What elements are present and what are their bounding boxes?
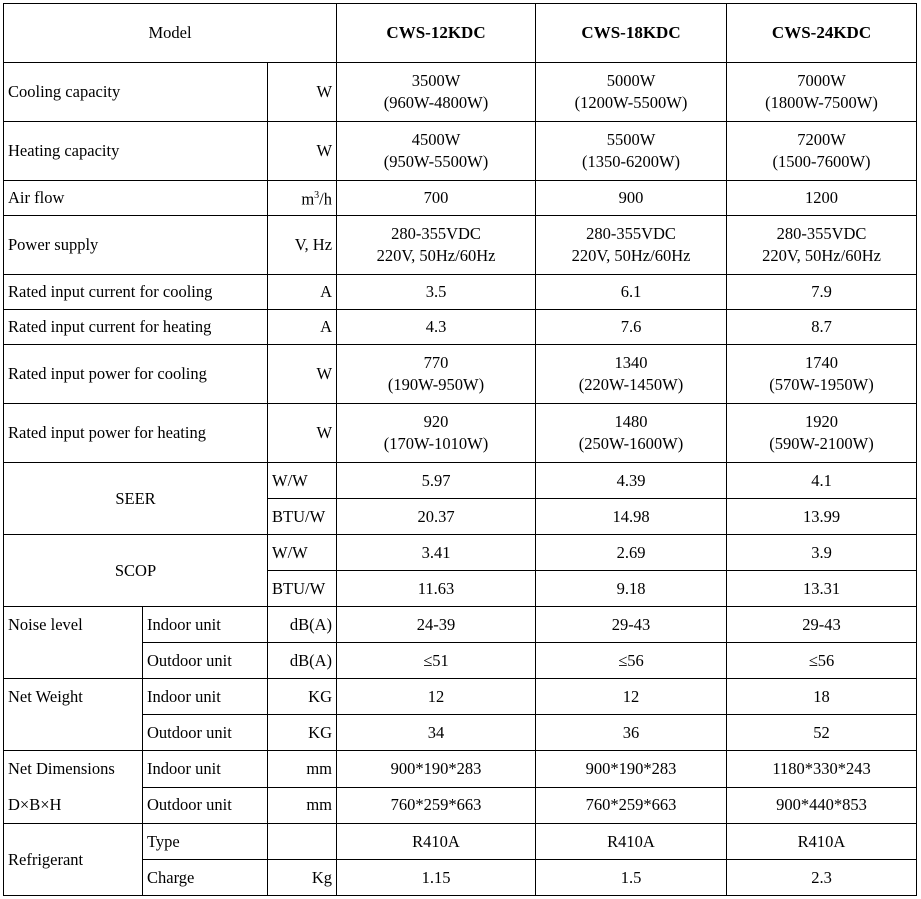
unit-cell: W (268, 122, 337, 181)
value-cell: 920 (170W-1010W) (337, 404, 536, 463)
value-cell: 13.99 (727, 499, 917, 535)
value-cell: 280-355VDC 220V, 50Hz/60Hz (337, 216, 536, 275)
unit-cell: mm (268, 751, 337, 788)
row-label: Power supply (4, 216, 268, 275)
value-cell: 4.39 (536, 463, 727, 499)
row-label: Cooling capacity (4, 63, 268, 122)
table-row (4, 751, 917, 788)
model-name: CWS-12KDC (337, 4, 536, 63)
value-cell: 5.97 (337, 463, 536, 499)
value-cell: 18 (727, 679, 917, 715)
part-cell: Indoor unit (143, 751, 268, 788)
value-cell: 12 (536, 679, 727, 715)
model-name: CWS-24KDC (727, 4, 917, 63)
table-row (4, 535, 917, 571)
unit-cell: BTU/W (268, 499, 337, 535)
value-cell: 4500W (950W-5500W) (337, 122, 536, 181)
value-cell: 7.9 (727, 275, 917, 310)
unit-cell: V, Hz (268, 216, 337, 275)
value-cell: 4.1 (727, 463, 917, 499)
row-label: Heating capacity (4, 122, 268, 181)
value-cell: R410A (727, 824, 917, 860)
value-cell: 770 (190W-950W) (337, 345, 536, 404)
row-label: SEER (4, 463, 268, 535)
spec-table (3, 3, 917, 896)
unit-cell: BTU/W (268, 571, 337, 607)
value-cell: 5500W (1350-6200W) (536, 122, 727, 181)
row-label: Refrigerant (4, 824, 143, 896)
value-cell: 4.3 (337, 310, 536, 345)
row-label: Net Weight (4, 679, 143, 751)
value-cell: R410A (337, 824, 536, 860)
table-row (4, 404, 917, 463)
value-cell: 3.9 (727, 535, 917, 571)
table-row (4, 824, 917, 860)
unit-cell (268, 824, 337, 860)
unit-cell: W (268, 404, 337, 463)
row-label: Noise level (4, 607, 143, 679)
value-cell: R410A (536, 824, 727, 860)
value-cell: 1340 (220W-1450W) (536, 345, 727, 404)
value-cell: 52 (727, 715, 917, 751)
value-cell: 14.98 (536, 499, 727, 535)
table-row (4, 63, 917, 122)
value-cell: 900*190*283 (337, 751, 536, 788)
value-cell: 9.18 (536, 571, 727, 607)
row-label: Rated input power for heating (4, 404, 268, 463)
value-cell: 6.1 (536, 275, 727, 310)
part-cell: Outdoor unit (143, 787, 268, 824)
value-cell: ≤56 (536, 643, 727, 679)
unit-cell: KG (268, 679, 337, 715)
table-row (4, 275, 917, 310)
part-cell: Indoor unit (143, 679, 268, 715)
unit-cell: W (268, 63, 337, 122)
row-label: SCOP (4, 535, 268, 607)
table-row (4, 345, 917, 404)
row-label: Rated input current for cooling (4, 275, 268, 310)
model-name: CWS-18KDC (536, 4, 727, 63)
value-cell: 36 (536, 715, 727, 751)
value-cell: 20.37 (337, 499, 536, 535)
unit-cell: W/W (268, 463, 337, 499)
table-row (4, 679, 917, 715)
value-cell: 29-43 (727, 607, 917, 643)
value-cell: 2.3 (727, 860, 917, 896)
value-cell: 29-43 (536, 607, 727, 643)
table-row (4, 216, 917, 275)
row-label: Net Dimensions D×B×H (4, 751, 143, 824)
part-cell: Outdoor unit (143, 643, 268, 679)
unit-cell: A (268, 310, 337, 345)
value-cell: 280-355VDC 220V, 50Hz/60Hz (727, 216, 917, 275)
row-label: Rated input power for cooling (4, 345, 268, 404)
value-cell: 1740 (570W-1950W) (727, 345, 917, 404)
value-cell: 900*190*283 (536, 751, 727, 788)
table-row (4, 310, 917, 345)
unit-cell: dB(A) (268, 607, 337, 643)
value-cell: 7200W (1500-7600W) (727, 122, 917, 181)
value-cell: 5000W (1200W-5500W) (536, 63, 727, 122)
value-cell: 900*440*853 (727, 787, 917, 824)
model-label: Model (4, 4, 337, 63)
value-cell: 7.6 (536, 310, 727, 345)
value-cell: 900 (536, 181, 727, 216)
value-cell: 3.41 (337, 535, 536, 571)
part-cell: Charge (143, 860, 268, 896)
unit-cell: A (268, 275, 337, 310)
value-cell: 1480 (250W-1600W) (536, 404, 727, 463)
value-cell: 13.31 (727, 571, 917, 607)
value-cell: 34 (337, 715, 536, 751)
value-cell: 1180*330*243 (727, 751, 917, 788)
value-cell: 7000W (1800W-7500W) (727, 63, 917, 122)
value-cell: 1.5 (536, 860, 727, 896)
unit-cell: W (268, 345, 337, 404)
value-cell: 1.15 (337, 860, 536, 896)
unit-cell: Kg (268, 860, 337, 896)
table-row (4, 122, 917, 181)
unit-cell: dB(A) (268, 643, 337, 679)
unit-cell: mm (268, 787, 337, 824)
value-cell: 1920 (590W-2100W) (727, 404, 917, 463)
value-cell: 1200 (727, 181, 917, 216)
value-cell: 760*259*663 (337, 787, 536, 824)
header-row (4, 4, 917, 63)
unit-cell: $m^3/h$ (268, 181, 337, 216)
value-cell: 24-39 (337, 607, 536, 643)
value-cell: ≤56 (727, 643, 917, 679)
value-cell: ≤51 (337, 643, 536, 679)
row-label: Air flow (4, 181, 268, 216)
value-cell: 700 (337, 181, 536, 216)
value-cell: 3.5 (337, 275, 536, 310)
table-row (4, 607, 917, 643)
unit-cell: KG (268, 715, 337, 751)
row-label: Rated input current for heating (4, 310, 268, 345)
value-cell: 3500W (960W-4800W) (337, 63, 536, 122)
part-cell: Outdoor unit (143, 715, 268, 751)
value-cell: 8.7 (727, 310, 917, 345)
value-cell: 280-355VDC 220V, 50Hz/60Hz (536, 216, 727, 275)
value-cell: 12 (337, 679, 536, 715)
unit-cell: W/W (268, 535, 337, 571)
table-row (4, 181, 917, 216)
table-row (4, 463, 917, 499)
value-cell: 11.63 (337, 571, 536, 607)
part-cell: Indoor unit (143, 607, 268, 643)
value-cell: 2.69 (536, 535, 727, 571)
value-cell: 760*259*663 (536, 787, 727, 824)
part-cell: Type (143, 824, 268, 860)
